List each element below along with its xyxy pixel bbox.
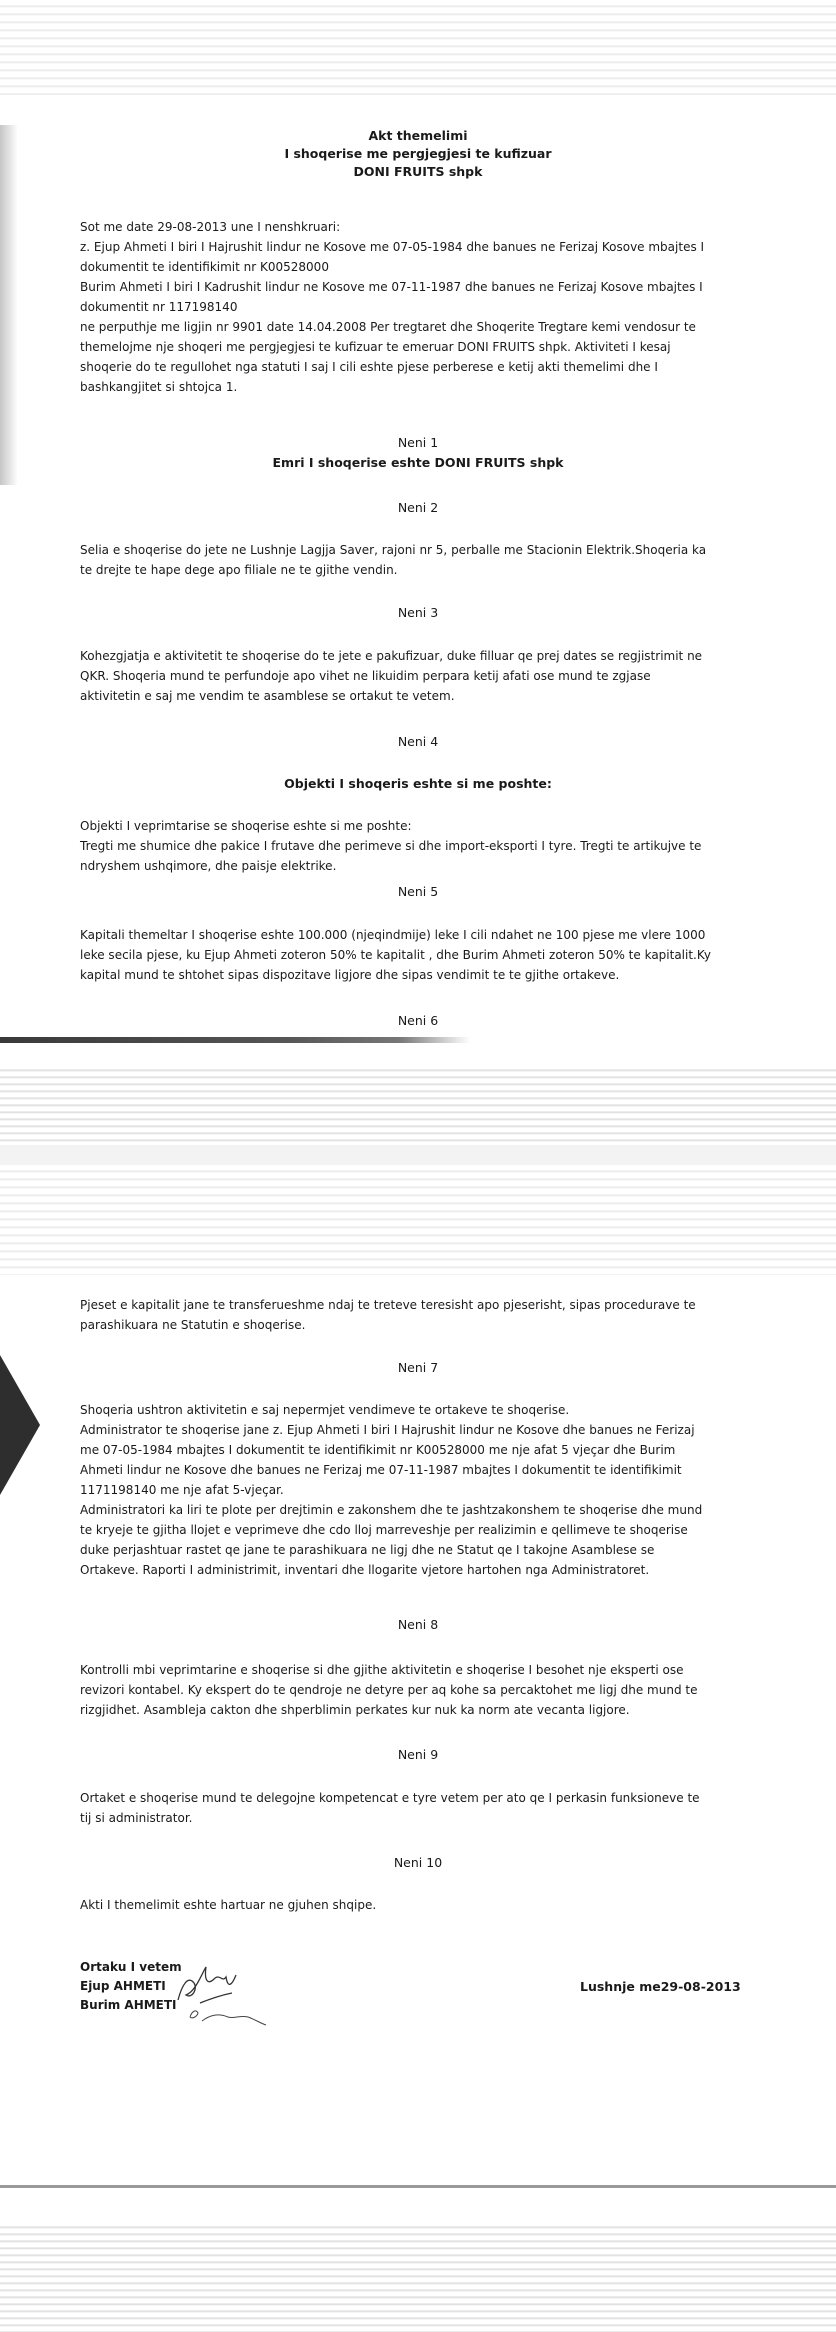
article-2-text bbox=[80, 540, 730, 580]
text-line: Objekti I veprimtarise se shoqerise eshte si me poshte: bbox=[80, 819, 412, 833]
article-4-text bbox=[80, 816, 730, 876]
text-line: te drejte te hape dege apo filiale ne te gjithe vendin. bbox=[80, 563, 398, 577]
text-line: Administrator te shoqerise jane z. Ejup Ahmeti I biri I Hajrushit lindur ne Kosove dhe banues ne Ferizaj bbox=[80, 1423, 695, 1437]
article-subheading: Emri I shoqerise eshte DONI FRUITS shpk bbox=[272, 455, 564, 470]
article-7-text bbox=[80, 1400, 730, 1580]
text-line: Tregti me shumice dhe pakice I frutave dhe perimeve si dhe import-eksporti I tyre. Tregti te artikujve te bbox=[80, 839, 702, 853]
article-heading: Neni 4 bbox=[397, 734, 439, 749]
document-page-2 bbox=[0, 1165, 836, 2332]
scan-margin-bottom bbox=[0, 2222, 836, 2332]
folded-corner-shadow bbox=[0, 1165, 60, 1495]
article-8-text bbox=[80, 1660, 730, 1720]
text-line: parashikuara ne Statutin e shoqerise. bbox=[80, 1318, 306, 1332]
document-title bbox=[0, 127, 836, 181]
text-line: aktivitetin e saj me vendim te asamblese se ortakut te vetem. bbox=[80, 689, 455, 703]
text-line: Burim Ahmeti I biri I Kadrushit lindur ne Kosove me 07-11-1987 dhe banues ne Ferizaj Kosove mbajtes I bbox=[80, 280, 703, 294]
text-line: Pjeset e kapitalit jane te transferueshme ndaj te treteve teresisht apo pjeserisht, sipas procedurave te bbox=[80, 1298, 696, 1312]
text-line: 1171198140 me nje afat 5-vjeçar. bbox=[80, 1483, 284, 1497]
article-heading: Neni 1 bbox=[397, 435, 439, 450]
article-9-text bbox=[80, 1788, 730, 1828]
text-line: Selia e shoqerise do jete ne Lushnje Lagjja Saver, rajoni nr 5, perballe me Stacionin Elektrik.Shoqeria ka bbox=[80, 543, 707, 557]
article-heading: Neni 8 bbox=[397, 1617, 439, 1632]
text-line: Administratori ka liri te plote per drejtimin e zakonshem dhe te jashtzakonshem te shoqerise dhe mund bbox=[80, 1503, 703, 1517]
title-line: Akt themelimi bbox=[368, 128, 468, 143]
signature-line: Ejup AHMETI bbox=[80, 1979, 166, 1993]
text-line: Kohezgjatja e aktivitetit te shoqerise do te jete e pakufizuar, duke filluar qe prej dates se regjistrimit ne bbox=[80, 649, 703, 663]
text-line: Kapitali themeltar I shoqerise eshte 100.000 (njeqindmije) leke I cili ndahet ne 100 pjese me vlere 1000 bbox=[80, 928, 706, 942]
title-line: I shoqerise me pergjegjesi te kufizuar bbox=[284, 146, 552, 161]
text-line: leke secila pjese, ku Ejup Ahmeti zoteron 50% te kapitalit , dhe Burim Ahmeti zoteron 50% te kapitalit.Ky bbox=[80, 948, 711, 962]
article-heading: Neni 3 bbox=[397, 605, 439, 620]
article-heading: Neni 10 bbox=[393, 1855, 443, 1870]
text-line: rizgjidhet. Asambleja cakton dhe shperblimin perkates kur nuk ka norm ate vecanta ligjore. bbox=[80, 1703, 630, 1717]
article-heading: Neni 6 bbox=[397, 1013, 439, 1028]
text-line: bashkangjitet si shtojca 1. bbox=[80, 380, 238, 394]
scan-streak bbox=[0, 1037, 470, 1043]
document-page-1 bbox=[0, 0, 836, 1145]
article-heading: Neni 5 bbox=[397, 884, 439, 899]
article-heading: Neni 7 bbox=[397, 1360, 439, 1375]
article-heading: Neni 2 bbox=[397, 500, 439, 515]
text-line: ne perputhje me ligjin nr 9901 date 14.04.2008 Per tregtaret dhe Shoqerite Tregtare kemi vendosur te bbox=[80, 320, 696, 334]
scan-margin-top bbox=[0, 1165, 836, 1275]
handwritten-signature bbox=[170, 1955, 290, 2035]
text-line: dokumentit nr 117198140 bbox=[80, 300, 238, 314]
text-line: Ortakeve. Raporti I administrimit, inventari dhe llogarite vjetore hartohen nga Administratoret. bbox=[80, 1563, 650, 1577]
scan-streak bbox=[0, 2185, 836, 2188]
text-line: duke perjashtuar rastet qe jane te parashikuara ne ligj dhe ne Statut qe I takojne Asamblese se bbox=[80, 1543, 655, 1557]
place-date: Lushnje me29-08-2013 bbox=[580, 1979, 741, 1994]
intro-paragraph bbox=[80, 217, 730, 397]
article-subheading: Objekti I shoqeris eshte si me poshte: bbox=[284, 776, 552, 791]
article-heading: Neni 9 bbox=[397, 1747, 439, 1762]
text-line: revizori kontabel. Ky ekspert do te qendroje ne detyre per aq kohe sa percaktohet me ligj dhe mund te bbox=[80, 1683, 698, 1697]
article-5-text bbox=[80, 925, 730, 985]
signature-line: Burim AHMETI bbox=[80, 1998, 177, 2012]
text-line: tij si administrator. bbox=[80, 1811, 193, 1825]
signature-block bbox=[80, 1958, 182, 2015]
text-line: Akti I themelimit eshte hartuar ne gjuhen shqipe. bbox=[80, 1898, 377, 1912]
text-line: kapital mund te shtohet sipas dispozitave ligjore dhe sipas vendimit te te gjithe ortakeve. bbox=[80, 968, 620, 982]
text-line: QKR. Shoqeria mund te perfundoje apo vihet ne likuidim perpara ketij afati ose mund te zgjase bbox=[80, 669, 651, 683]
signature-line: Ortaku I vetem bbox=[80, 1960, 182, 1974]
article-10-text bbox=[80, 1895, 730, 1915]
text-line: Sot me date 29-08-2013 une I nenshkruari: bbox=[80, 220, 341, 234]
text-line: z. Ejup Ahmeti I biri I Hajrushit lindur ne Kosove me 07-05-1984 dhe banues ne Ferizaj Kosove mbajtes I bbox=[80, 240, 705, 254]
text-line: shoqerie do te regullohet nga statuti I saj I cili eshte pjese perberese e ketij akti themelimi dhe I bbox=[80, 360, 658, 374]
text-line: te kryeje te gjitha llojet e veprimeve dhe cdo lloj marreveshje per realizimin e qellimeve te shoqerise bbox=[80, 1523, 688, 1537]
article-6-text bbox=[80, 1295, 730, 1335]
text-line: Ortaket e shoqerise mund te delegojne kompetencat e tyre vetem per ato qe I perkasin funksioneve te bbox=[80, 1791, 700, 1805]
title-line: DONI FRUITS shpk bbox=[353, 164, 483, 179]
text-line: themelojme nje shoqeri me pergjegjesi te kufizuar te emeruar DONI FRUITS shpk. Aktiviteti I kesaj bbox=[80, 340, 671, 354]
text-line: Shoqeria ushtron aktivitetin e saj nepermjet vendimeve te ortakeve te shoqerise. bbox=[80, 1403, 570, 1417]
scan-margin-bottom bbox=[0, 1065, 836, 1145]
text-line: Ahmeti lindur ne Kosove dhe banues ne Ferizaj me 07-11-1987 mbajtes I dokumentit te identifikimit bbox=[80, 1463, 682, 1477]
text-line: ndryshem ushqimore, dhe paisje elektrike. bbox=[80, 859, 337, 873]
text-line: me 07-05-1984 mbajtes I dokumentit te identifikimit nr K00528000 me nje afat 5 vjeçar dhe Burim bbox=[80, 1443, 676, 1457]
text-line: dokumentit te identifikimit nr K00528000 bbox=[80, 260, 329, 274]
text-line: Kontrolli mbi veprimtarine e shoqerise si dhe gjithe aktivitetin e shoqerise I besohet nje eksperti ose bbox=[80, 1663, 684, 1677]
scan-margin-top bbox=[0, 0, 836, 95]
article-3-text bbox=[80, 646, 730, 706]
